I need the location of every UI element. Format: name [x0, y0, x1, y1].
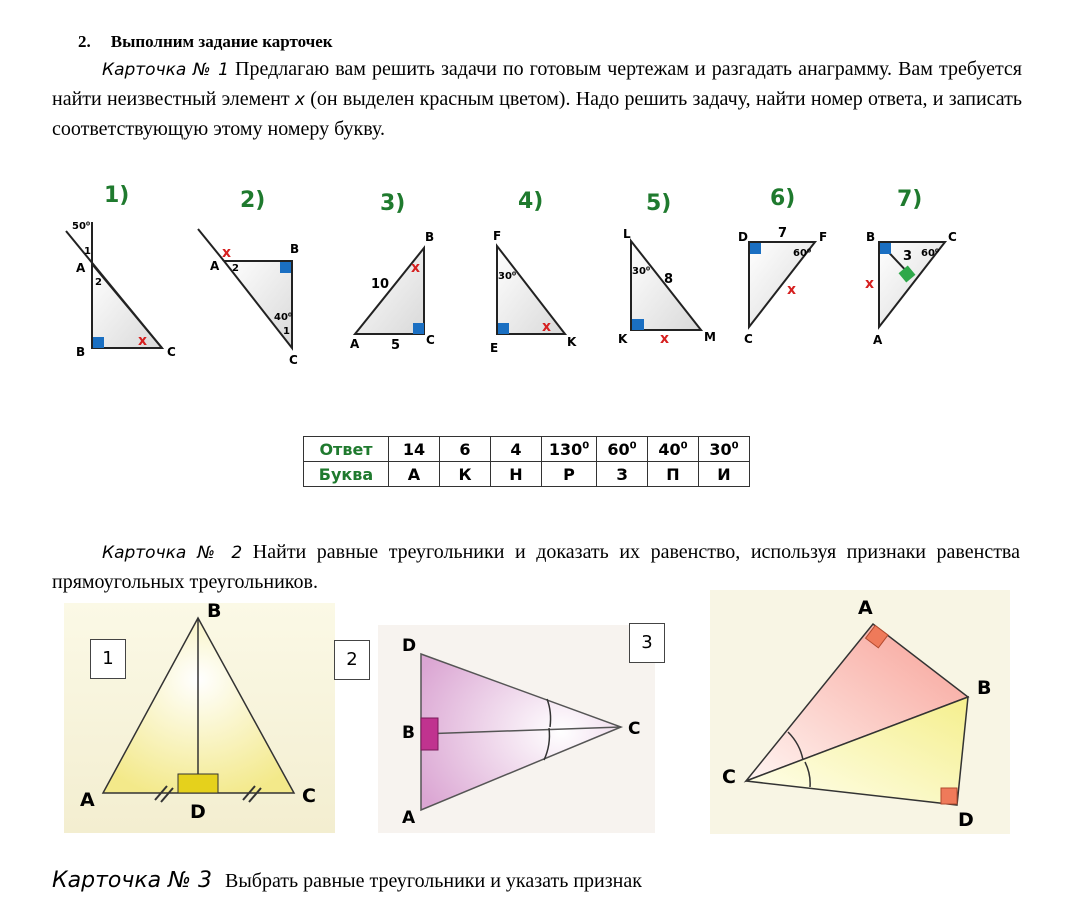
f1-x: x: [138, 333, 148, 349]
figure-7: [865, 230, 957, 347]
answer-cell: $30^0$: [699, 437, 750, 462]
c2f2-label-a: A: [402, 808, 416, 828]
answer-table: [303, 436, 750, 487]
answer-cell: 14: [389, 437, 440, 462]
f2-label-a: A: [210, 259, 220, 273]
card2-box-3: 3: [629, 623, 665, 663]
card2-figure-2: [378, 625, 655, 833]
f3-x: x: [411, 260, 421, 276]
card1-text-a: Предлагаю вам решить задачи по готовым чертежам и разгадать анаграмму. Вам требуется найти неизвестный элемент: [52, 58, 1023, 110]
f1-label-b: B: [76, 345, 86, 359]
card3-text: Выбрать равные треугольники и указать признак: [224, 870, 642, 892]
f7-label-b: B: [866, 230, 876, 244]
f6-label-d: D: [738, 230, 748, 244]
c2f1-label-d: D: [190, 801, 206, 823]
card1-var-x: x: [294, 90, 305, 110]
figure-3: [350, 230, 435, 353]
card1-text-b: (он выделен красным цветом). Надо решить задачу, найти номер ответа, и записать соответствующую этому номеру букву.: [52, 88, 1022, 140]
f5-label-k: K: [618, 332, 628, 346]
section-title: Выполним задание карточек: [110, 32, 333, 51]
f7-angle: 60⁰: [921, 248, 940, 259]
f5-hyp: 8: [664, 272, 674, 287]
fig-number-7: 7): [897, 187, 923, 212]
section-heading: [78, 32, 333, 52]
f6-x: x: [787, 282, 797, 298]
fig-number-1: 1): [104, 183, 130, 208]
card3-label: Карточка № 3: [52, 868, 212, 893]
answer-cell: $40^0$: [648, 437, 699, 462]
f2-label-b: B: [290, 242, 300, 256]
fig-number-5: 5): [646, 191, 672, 216]
f5-label-l: L: [623, 227, 631, 241]
card2-figures: [0, 590, 1080, 840]
fig-number-6: 6): [770, 186, 796, 211]
card2-paragraph: [52, 538, 1020, 597]
f6-label-c: C: [744, 332, 753, 346]
card2-figure-1: [64, 600, 335, 833]
c2f3-label-b: B: [977, 677, 992, 699]
f6-angle: 60⁰: [793, 248, 812, 259]
fig-number-3: 3): [380, 191, 406, 216]
section-number: 2.: [78, 32, 91, 51]
fig-number-4: 4): [518, 189, 544, 214]
c2f2-label-c: C: [628, 719, 641, 739]
answer-cell: $130^0$: [542, 437, 597, 462]
c2f1-label-b: B: [207, 600, 222, 622]
c2f1-label-c: C: [302, 785, 316, 807]
figure-5: [618, 227, 716, 347]
f5-angle: 30⁰: [632, 266, 651, 277]
letter-row: [304, 462, 750, 487]
f1-a1: 1: [84, 246, 91, 257]
f7-label-c: C: [948, 230, 957, 244]
f3-hyp: 10: [371, 277, 390, 292]
card2-figure-3: [710, 590, 1010, 834]
card1-label: Карточка № 1: [102, 60, 229, 80]
f1-a2: 2: [95, 277, 102, 288]
fig-number-2: 2): [240, 188, 266, 213]
f5-x: x: [660, 331, 670, 347]
letter-cell: П: [648, 462, 699, 487]
c2f3-label-d: D: [958, 809, 974, 831]
c2f2-label-d: D: [402, 636, 417, 656]
figure-4: [490, 229, 577, 355]
f4-label-k: K: [567, 335, 577, 349]
card3-paragraph: [52, 868, 642, 893]
f4-angle: 30⁰: [498, 271, 517, 282]
f2-angle: 40⁰: [274, 312, 293, 323]
letter-row-label: Буква: [304, 462, 389, 487]
f7-x: x: [865, 276, 875, 292]
f3-label-b: B: [425, 230, 435, 244]
card2-text: Найти равные треугольники и доказать их равенство, используя признаки равенства прямоугольных треугольников.: [52, 541, 1020, 593]
f4-label-f: F: [493, 229, 502, 243]
letter-cell: К: [440, 462, 491, 487]
f3-label-a: A: [350, 337, 360, 351]
f3-leg: 5: [391, 338, 401, 353]
f4-x: x: [542, 319, 552, 335]
answer-cell: 6: [440, 437, 491, 462]
f2-a1: 1: [283, 326, 290, 337]
letter-cell: З: [597, 462, 648, 487]
f2-a2: 2: [232, 263, 239, 274]
c2f2-label-b: B: [402, 723, 415, 743]
letter-cell: Р: [542, 462, 597, 487]
letter-cell: И: [699, 462, 750, 487]
figure-1: [66, 221, 176, 359]
f4-label-e: E: [490, 341, 499, 355]
figure-2: [198, 229, 299, 367]
card2-label: Карточка № 2: [102, 543, 243, 563]
letter-cell: А: [389, 462, 440, 487]
f6-label-f: F: [819, 230, 828, 244]
answer-cell: $60^0$: [597, 437, 648, 462]
c2f3-label-a: A: [858, 597, 873, 619]
f1-label-a: A: [76, 261, 86, 275]
f1-angle: 50⁰: [72, 221, 91, 232]
letter-cell: Н: [491, 462, 542, 487]
card1-paragraph: [52, 55, 1022, 144]
figure-6: [738, 226, 827, 346]
c2f3-label-c: C: [722, 766, 736, 788]
f1-label-c: C: [167, 345, 176, 359]
f6-side: 7: [778, 226, 788, 241]
answer-row-label: Ответ: [304, 437, 389, 462]
answer-row: [304, 437, 750, 462]
card2-box-2: 2: [334, 640, 370, 680]
f3-label-c: C: [426, 333, 435, 347]
f5-label-m: M: [704, 330, 716, 344]
f7-label-a: A: [873, 333, 883, 347]
f2-label-c: C: [289, 353, 298, 367]
c2f1-label-a: A: [80, 789, 95, 811]
f7-side: 3: [903, 249, 913, 264]
card1-figures: [0, 175, 1080, 370]
answer-cell: 4: [491, 437, 542, 462]
card2-box-1: 1: [90, 639, 126, 679]
f2-x: x: [222, 245, 232, 261]
